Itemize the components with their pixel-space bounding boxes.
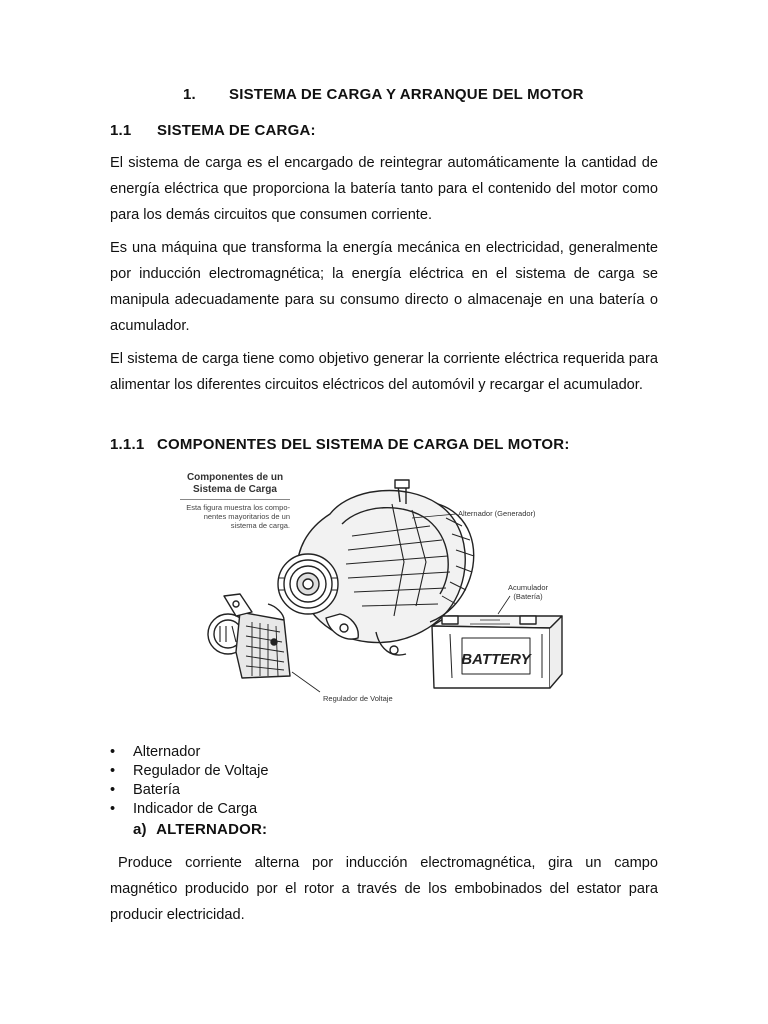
bullet-icon: • [110, 744, 116, 760]
bullet-icon: • [110, 763, 116, 779]
section-heading-1-1 [110, 122, 316, 139]
list-item-text: Alternador [133, 744, 201, 760]
battery-label-text: BATTERY [461, 651, 531, 668]
label-battery [498, 583, 558, 601]
list-item-text: Regulador de Voltaje [133, 763, 269, 779]
figure-caption-line-3: sistema de carga. [230, 521, 290, 530]
label-regulator: Regulador de Voltaje [323, 694, 393, 703]
subsection-title: ALTERNADOR: [156, 821, 268, 838]
component-list [110, 743, 269, 819]
subsection-heading-a [133, 821, 267, 838]
section-title: SISTEMA DE CARGA Y ARRANQUE DEL MOTOR [229, 86, 584, 103]
paragraph-3: El sistema de carga tiene como objetivo generar la corriente eléctrica requerida para alimentar los diferentes circuitos eléctricos del automóvil y recargar el acumulador. [110, 351, 658, 393]
list-item [110, 781, 269, 800]
leader-line-regulator [292, 672, 320, 692]
label-battery-line-2: (Batería) [513, 592, 543, 601]
section-number: 1. [183, 86, 196, 103]
figure-caption-line-2: nentes mayoritarios de un [203, 512, 290, 521]
section-number: 1.1 [110, 122, 132, 139]
figure-title-line-1: Componentes de un [186, 472, 284, 483]
bullet-icon: • [110, 801, 116, 817]
list-item-text: Batería [133, 782, 181, 798]
bullet-icon: • [110, 782, 116, 798]
paragraph-1: El sistema de carga es el encargado de reintegrar automáticamente la cantidad de energía eléctrica que proporciona la batería tanto para el contenido del motor como para los demás circuitos que consumen corriente. [110, 155, 658, 223]
list-item [110, 743, 269, 762]
figure-title-line-2: Sistema de Carga [193, 484, 277, 495]
paragraph-alternador: Produce corriente alterna por inducción electromagnética, gira un campo magnético producido por el rotor a través de los embobinados del estator para producir electricidad. [110, 855, 658, 923]
charging-system-figure [180, 466, 590, 716]
list-item [110, 762, 269, 781]
label-alternator: Alternador (Generador) [458, 509, 536, 518]
figure-caption-line-1: Esta figura muestra los compo- [186, 503, 290, 512]
section-title: COMPONENTES DEL SISTEMA DE CARGA DEL MOTOR: [157, 436, 570, 453]
list-item [110, 800, 269, 819]
section-heading-1 [183, 86, 584, 103]
section-number: 1.1.1 [110, 436, 145, 453]
list-item-text: Indicador de Carga [133, 801, 258, 817]
section-heading-1-1-1 [110, 436, 570, 453]
paragraph-2: Es una máquina que transforma la energía mecánica en electricidad, generalmente por inducción electromagnética; la energía eléctrica en el sistema de carga se manipula adecuadamente para su consumo directo o almacenaje en una batería o acumulador. [110, 240, 658, 334]
voltage-regulator-drawing [208, 594, 290, 678]
subsection-label: a) [133, 821, 147, 838]
label-battery-line-1: Acumulador [507, 583, 549, 592]
section-title: SISTEMA DE CARGA: [157, 122, 316, 139]
